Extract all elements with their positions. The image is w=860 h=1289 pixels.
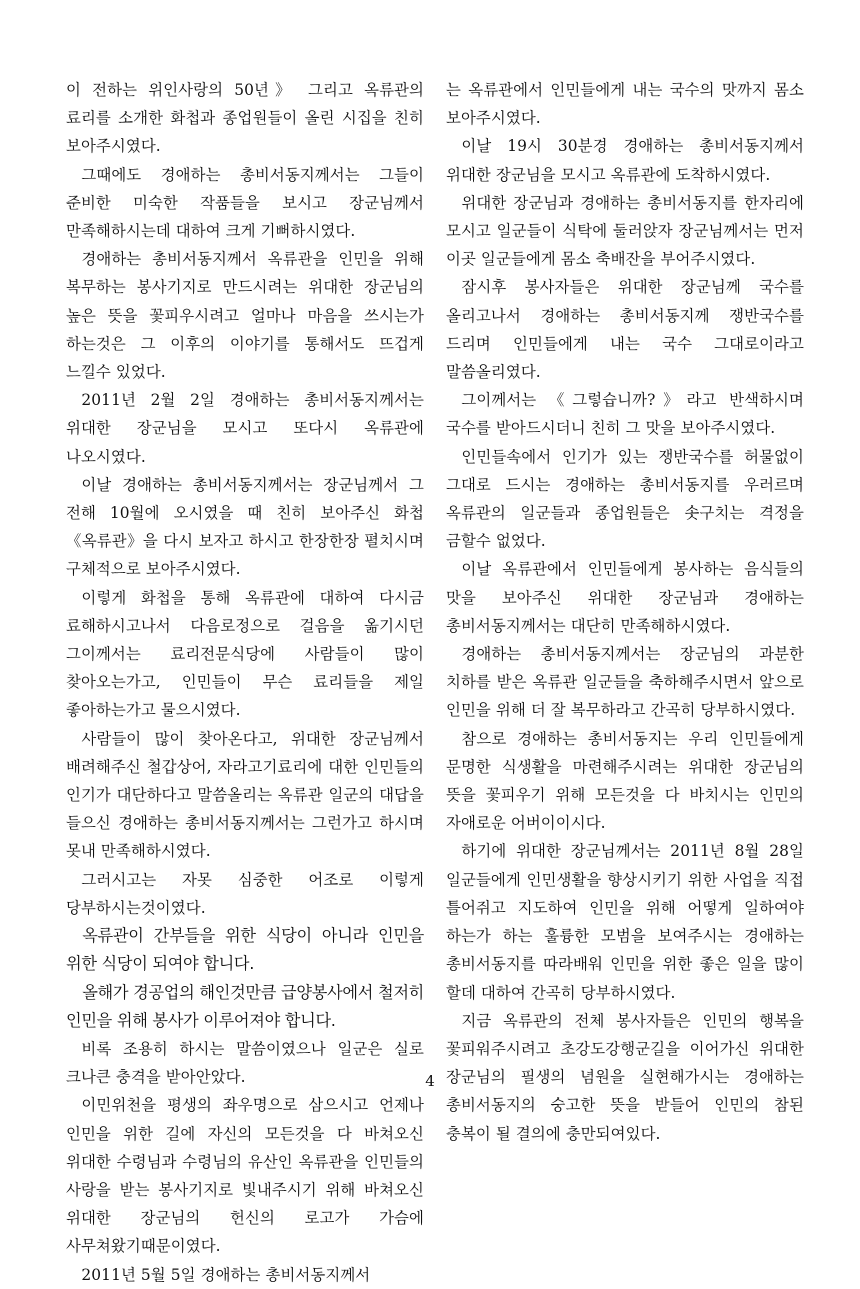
paragraph: 이 전하는 위인사랑의 50년》 그리고 옥류관의 료리를 소개한 화첩과 종업원들이 올린 시집을 친히 보아주시였다. [66, 81, 424, 156]
paragraph: 사람들이 많이 찾아온다고, 위대한 장군님께서 배려해주신 철갑상어, 자라고기료리에 대한 인민들의 인기가 대단하다고 말씀올리는 옥류관 일군의 대답을 들으신 경애하는 총비서동지께서는 그런가고 하시며 못내 만족해하시였다. [66, 729, 424, 861]
paragraph: 2011년 5월 5일 경애하는 총비서동지께서 [81, 1265, 371, 1284]
paragraph: 참으로 경애하는 총비서동지는 우리 인민들에게 문명한 식생활을 마련해주시려는 위대한 장군님의 뜻을 꽃피우기 위해 모든것을 다 바치시는 인민의 자애로운 어버이이시다. [446, 729, 804, 833]
paragraph: 지금 옥류관의 전체 봉사자들은 인민의 행복을 꽃피워주시려고 초강도강행군길을 이어가신 위대한 장군님의 필생의 념원을 실현해가시는 경애하는 총비서동지의 숭고한 뜻을 받들어 인민의 참된 충복이 될 결의에 충만되여있다. [446, 1011, 804, 1143]
paragraph: 인민들속에서 인기가 있는 쟁반국수를 허물없이 그대로 드시는 경애하는 총비서동지를 우러르며 옥류관의 일군들과 종업원들은 솟구치는 격정을 금할수 없었다. [446, 447, 804, 551]
paragraph: 경애하는 총비서동지께서 옥류관을 인민을 위해 복무하는 봉사기지로 만드시려는 위대한 장군님의 높은 뜻을 꽃피우시려고 얼마나 마음을 쓰시는가 하는것은 그 이후의 이야기를 통해서도 뜨겁게 느낄수 있었다. [66, 250, 424, 382]
page-number: 4 [425, 1072, 435, 1090]
paragraph: 잠시후 봉사자들은 위대한 장군님께 국수를 올리고나서 경애하는 총비서동지께 쟁반국수를 드리며 인민들에게 내는 국수 그대로이라고 말씀올리였다. [446, 278, 804, 382]
paragraph: 그이께서는 《그렇습니까?》라고 반색하시며 국수를 받아드시더니 친히 그 맛을 보아주시였다. [446, 391, 804, 438]
paragraph: 이날 19시 30분경 경애하는 총비서동지께서 위대한 장군님을 모시고 옥류관에 도착하시였다. [446, 137, 804, 184]
right-column [446, 76, 804, 1148]
left-column [66, 76, 424, 1289]
paragraph: 위대한 장군님과 경애하는 총비서동지를 한자리에 모시고 일군들이 식탁에 둘러앉자 장군님께서는 먼저 이곳 일군들에게 몸소 축배잔을 부어주시였다. [446, 193, 804, 269]
paragraph: 하기에 위대한 장군님께서는 2011년 8월 28일 일군들에게 인민생활을 향상시키기 위한 사업을 직접 틀어쥐고 지도하여 인민을 위해 어떻게 일하여야 하는가 하는 훌륭한 모범을 보여주시는 경애하는 총비서동지를 따라배워 인민을 위한 좋은 일을 많이 할데 대하여 간곡히 당부하시였다. [446, 842, 804, 1002]
paragraph: 비록 조용히 하시는 말씀이였으나 일군은 실로 크나큰 충격을 받아안았다. [66, 1039, 424, 1087]
paragraph: 그러시고는 자못 심중한 어조로 이렇게 당부하시는것이였다. [66, 870, 424, 917]
paragraph: 이날 옥류관에서 인민들에게 봉사하는 음식들의 맛을 보아주신 위대한 장군님과 경애하는 총비서동지께서는 대단히 만족해하시였다. [446, 560, 804, 635]
paragraph: 는 옥류관에서 인민들에게 내는 국수의 맛까지 몸소 보아주시였다. [446, 81, 804, 128]
paragraph: 2011년 2월 2일 경애하는 총비서동지께서는 위대한 장군님을 모시고 또다시 옥류관에 나오시였다. [66, 391, 424, 466]
quoted-instruction: 옥류관이 간부들을 위한 식당이 아니라 인민을 위한 식당이 되여야 합니다. [66, 926, 424, 974]
quoted-instruction: 올해가 경공업의 해인것만큼 급양봉사에서 철저히 인민을 위해 봉사가 이루어져야 합니다. [66, 982, 424, 1030]
paragraph: 이렇게 화첩을 통해 옥류관에 대하여 다시금 료해하시고나서 다음로정으로 걸음을 옮기시던 그이께서는 료리전문식당에 사람들이 많이 찾아오는가고, 인민들이 무슨 료리들을 제일 좋아하는가고 물으시였다. [66, 588, 424, 720]
paragraph: 경애하는 총비서동지께서는 장군님의 과분한 치하를 받은 옥류관 일군들을 축하해주시면서 앞으로 인민을 위해 더 잘 복무하라고 간곡히 당부하시였다. [446, 645, 804, 720]
paragraph: 그때에도 경애하는 총비서동지께서는 그들이 준비한 미숙한 작품들을 보시고 장군님께서 만족해하시는데 대하여 크게 기뻐하시였다. [66, 165, 424, 241]
paragraph: 이날 경애하는 총비서동지께서는 장군님께서 그 전해 10월에 오시였을 때 친히 보아주신 화첩 《옥류관》을 다시 보자고 하시고 한장한장 펼치시며 구체적으로 보아주시였다. [66, 475, 424, 579]
paragraph: 이민위천을 평생의 좌우명으로 삼으시고 언제나 인민을 위한 길에 자신의 모든것을 다 바쳐오신 위대한 수령님과 수령님의 유산인 옥류관을 인민들의 사랑을 받는 봉사기지로 빛내주시기 위해 바쳐오신 위대한 장군님의 헌신의 로고가 가슴에 사무쳐왔기때문이였다. [66, 1096, 424, 1256]
